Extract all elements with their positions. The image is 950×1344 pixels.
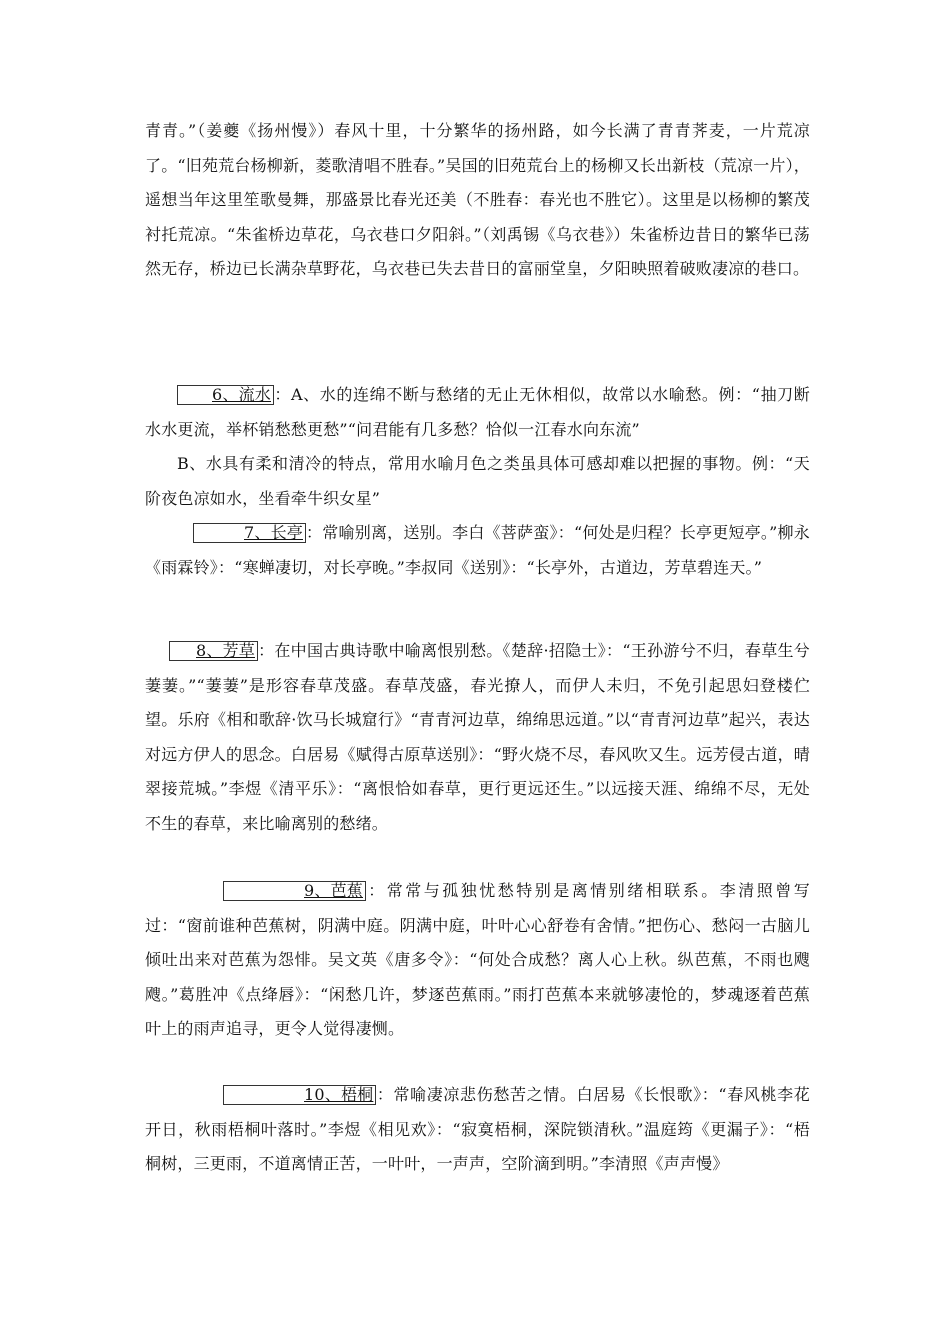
paragraph-bajiao [145, 874, 810, 1047]
paragraph-text: B、水具有柔和清冷的特点，常用水喻月色之类虽具体可感却难以把握的事物。例：“天阶夜色凉如水，坐看牵牛织女星” [145, 454, 810, 508]
paragraph-text: ：常常与孤独忧愁特别是离情别绪相联系。李清照曾写过：“窗前谁种芭蕉树，阴满中庭。阴满中庭，叶叶心心舒卷有舍情。”把伤心、愁闷一古脑儿倾吐出来对芭蕉为怨悱。吴文英《唐多令》：“何处合成愁？离人心上秋。纵芭蕉，不雨也飕飕。”葛胜冲《点绛唇》：“闲愁几许，梦逐芭蕉雨。”雨打芭蕉本来就够凄怆的，梦魂逐着芭蕉叶上的雨声追寻，更令人觉得凄恻。 [145, 881, 810, 1038]
paragraph-liushui-b [145, 447, 810, 516]
paragraph-text: ：在中国古典诗歌中喻离恨别愁。《楚辞·招隐士》：“王孙游兮不归，春草生兮萋萋。”“萋萋”是形容春草茂盛。春草茂盛，春光撩人，而伊人未归，不免引起思妇登楼伫望。乐府《相和歌辞·饮马长城窟行》“青青河边草，绵绵思远道。”以“青青河边草”起兴，表达对远方伊人的思念。白居易《赋得古原草送别》：“野火烧不尽，春风吹又生。远芳侵古道，晴翠接荒城。”李煜《清平乐》：“离恨恰如春草，更行更远还生。”以远接天涯、绵绵不尽，无处不生的春草，来比喻离别的愁绪。 [145, 641, 810, 833]
paragraph-fangcao [145, 634, 810, 841]
paragraph-changting [145, 516, 810, 585]
paragraph-liushui [145, 378, 810, 447]
paragraph-text: 青青。”（姜夔《扬州慢》）春风十里，十分繁华的扬州路，如今长满了青青荠麦，一片荒凉了。“旧苑荒台杨柳新，菱歌清唱不胜春。”吴国的旧苑荒台上的杨柳又长出新枝（荒凉一片），遥想当年这里笙歌曼舞，那盛景比春光还美（不胜春：春光也不胜它）。这里是以杨柳的繁茂衬托荒凉。“朱雀桥边草花，乌衣巷口夕阳斜。”（刘禹锡《乌衣巷》）朱雀桥边昔日的繁华已荡然无存，桥边已长满杂草野花，乌衣巷已失去昔日的富丽堂皇，夕阳映照着破败凄凉的巷口。 [145, 121, 810, 278]
section-heading-bajiao: 9、芭蕉 [223, 881, 366, 901]
paragraph-text: ：A、水的连绵不断与愁绪的无止无休相似，故常以水喻愁。例：“抽刀断水水更流，举杯销愁愁更愁”“问君能有几多愁？恰似一江春水向东流” [145, 385, 810, 439]
paragraph-text: ：常喻别离，送别。李白《菩萨蛮》：“何处是归程？长亭更短亭。”柳永《雨霖铃》：“寒蝉凄切，对长亭晚。”李叔同《送别》：“长亭外，古道边，芳草碧连天。” [145, 523, 810, 577]
section-heading-changting: 7、长亭 [193, 523, 306, 543]
section-heading-wutong: 10、梧桐 [223, 1085, 376, 1105]
section-heading-fangcao: 8、芳草 [169, 641, 258, 661]
paragraph-text: ：常喻凄凉悲伤愁苦之情。白居易《长恨歌》：“春风桃李花开日，秋雨梧桐叶落时。”李煜《相见欢》：“寂寞梧桐，深院锁清秋。”温庭筠《更漏子》：“梧桐树，三更雨，不道离情正苦，一叶叶，一声声，空阶滴到明。”李清照《声声慢》 [145, 1085, 810, 1173]
paragraph-wutong [145, 1078, 810, 1182]
paragraph-yangliu-continued [145, 114, 810, 287]
section-heading-liushui: 6、流水 [177, 385, 274, 405]
